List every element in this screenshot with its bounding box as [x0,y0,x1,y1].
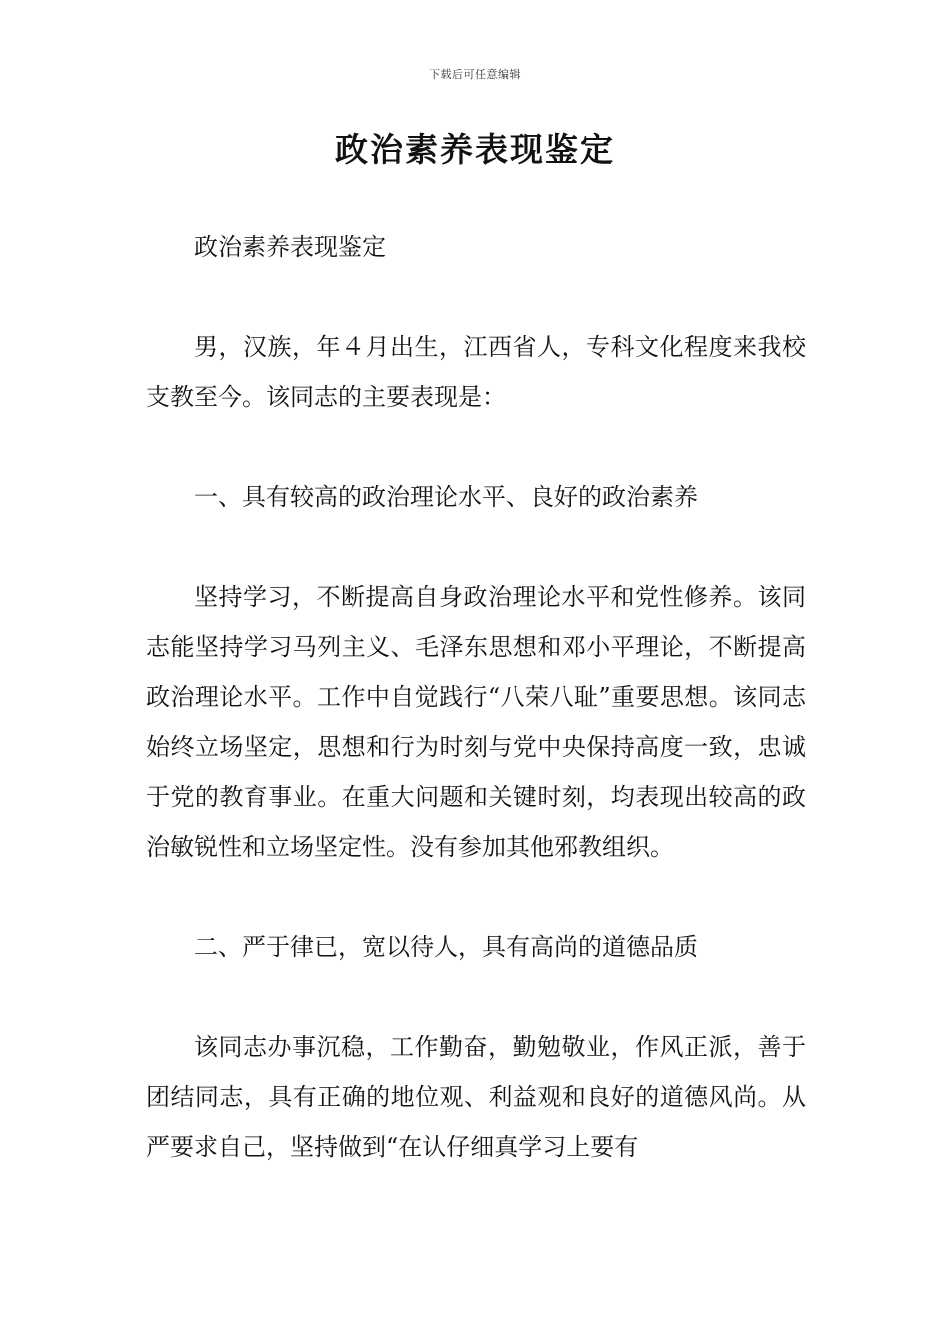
paragraph-section-1: 坚持学习，不断提高自身政治理论水平和党性修养。该同志能坚持学习马列主义、毛泽东思想和邓小平理论，不断提高政治理论水平。工作中自觉践行“八荣八耻”重要思想。该同志始终立场坚定，思想和行为时刻与党中央保持高度一致，忠诚于党的教育事业。在重大问题和关键时刻，均表现出较高的政治敏锐性和立场坚定性。没有参加其他邪教组织。 [146,583,806,861]
paragraph-subtitle: 政治素养表现鉴定 [194,233,386,261]
section-heading-1: 一、具有较高的政治理论水平、良好的政治素养 [194,483,698,511]
paragraph-intro: 男，汉族，年４月出生，江西省人，专科文化程度来我校支教至今。该同志的主要表现是： [146,333,806,411]
document-body [146,222,806,1222]
section-heading-2: 二、严于律已，宽以待人，具有高尚的道德品质 [194,933,698,961]
header-note: 下载后可任意编辑 [429,68,521,81]
paragraph-section-2: 该同志办事沉稳，工作勤奋，勤勉敬业，作风正派，善于团结同志，具有正确的地位观、利益观和良好的道德风尚。从严要求自己，坚持做到“在认仔细真学习上要有 [146,1033,806,1161]
document-title: 政治素养表现鉴定 [335,130,615,169]
